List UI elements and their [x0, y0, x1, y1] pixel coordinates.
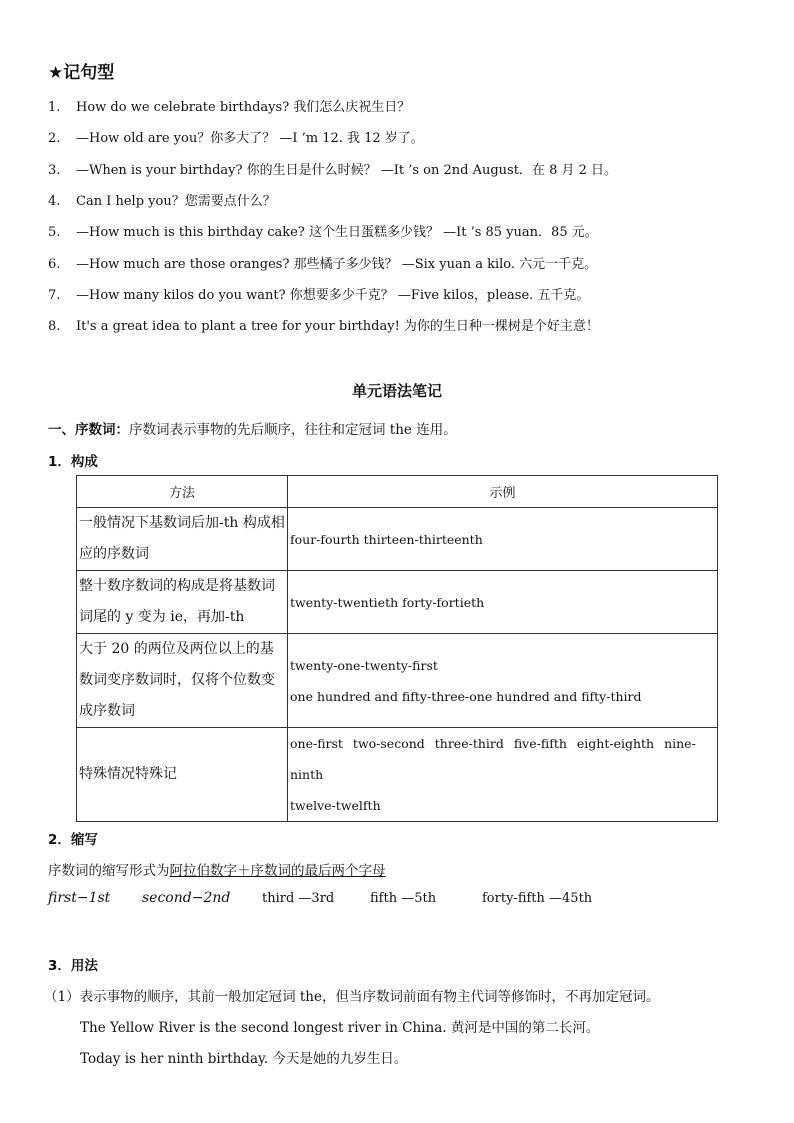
section-label: 一、序数词：: [48, 422, 129, 438]
abbr-example: fifth —5th: [370, 891, 437, 906]
sentence-item: [48, 159, 617, 178]
usage-example: Today is her ninth birthday. 今天是她的九岁生日。: [80, 1051, 408, 1067]
sentence-text: —When is your birthday? 你的生日是什么时候？ —It ’s on 2nd August．在 8 月 2 日。: [76, 163, 618, 178]
abbr-intro: 序数词的缩写形式为: [48, 863, 170, 879]
example-line: twelve-twelfth: [290, 798, 381, 813]
sentence-number: 3.: [48, 163, 61, 178]
abbr-example: second−2nd: [142, 890, 231, 906]
sentence-number: 2.: [48, 131, 61, 146]
sentence-text: —How many kilos do you want? 你想要多少千克？ —Five kilos，please. 五千克。: [76, 288, 590, 303]
ordinal-formation-table: [76, 475, 718, 822]
sentence-text: How do we celebrate birthdays? 我们怎么庆祝生日？: [76, 100, 411, 115]
method-cell: 特殊情况特殊记: [77, 728, 288, 822]
usage-example: The Yellow River is the second longest river in China. 黄河是中国的第二长河。: [80, 1020, 600, 1036]
abbr-rule-underlined: 阿拉伯数字＋序数词的最后两个字母: [169, 863, 386, 879]
table-row: [77, 571, 718, 634]
sentence-text: It's a great idea to plant a tree for your birthday! 为你的生日种一棵树是个好主意！: [76, 319, 599, 334]
abbr-example: third —3rd: [262, 891, 335, 906]
example-line: one hundred and fifty-three-one hundred and fifty-third: [290, 688, 642, 704]
example-cell: [288, 571, 718, 634]
table-header: 示例: [288, 476, 718, 508]
example-line: twenty-one-twenty-first: [290, 657, 438, 673]
sentence-item: [48, 253, 597, 272]
table-row: [77, 634, 718, 728]
sentence-text: —How old are you？你多大了？ —I ’m 12. 我 12 岁了。: [76, 131, 424, 146]
section-ordinal-intro: [48, 418, 457, 438]
subheading-usage: 3．用法: [48, 958, 98, 974]
abbr-example: first−1st: [48, 890, 111, 906]
example-cell: [288, 728, 718, 822]
sentence-text: —How much is this birthday cake? 这个生日蛋糕多少钱？ —It ’s 85 yuan．85 元。: [76, 225, 598, 240]
sentence-number: 7.: [48, 288, 61, 303]
method-cell: 整十数序数词的构成是将基数词词尾的 y 变为 ie，再加-th: [77, 571, 288, 634]
sentence-number: 8.: [48, 319, 61, 334]
sentence-item: [48, 96, 410, 115]
section-heading-phrases: ★记句型: [48, 63, 115, 83]
sentence-item: [48, 190, 276, 209]
example-line: twenty-twentieth forty-fortieth: [290, 594, 485, 610]
sentence-text: Can I help you？您需要点什么？: [76, 194, 276, 209]
example-line: four-fourth thirteen-thirteenth: [290, 531, 483, 547]
sentence-number: 4.: [48, 194, 61, 209]
sentence-number: 1.: [48, 100, 61, 115]
sentence-item: [48, 284, 589, 303]
method-cell: 大于 20 的两位及两位以上的基数词变序数词时，仅将个位数变成序数词: [77, 634, 288, 728]
table-header: 方法: [77, 476, 288, 508]
method-cell: 一般情况下基数词后加-th 构成相应的序数词: [77, 508, 288, 571]
section-text: 序数词表示事物的先后顺序，往往和定冠词 the 连用。: [129, 422, 457, 438]
table-header-row: [77, 476, 718, 508]
subheading-formation: 1．构成: [48, 454, 98, 470]
sentence-number: 5.: [48, 225, 61, 240]
sentence-item: [48, 315, 599, 334]
notes-title: 单元语法笔记: [351, 382, 442, 400]
usage-rule: （1）表示事物的顺序，其前一般加定冠词 the，但当序数词前面有物主代词等修饰时，不再加定冠词。: [44, 989, 660, 1005]
sentence-text: —How much are those oranges? 那些橘子多少钱？ —Six yuan a kilo. 六元一千克。: [76, 257, 598, 272]
example-line: one-first two-second three-third five-fifth eight-eighth nine-ninth: [290, 736, 696, 782]
sentence-item: [48, 221, 598, 240]
sentence-number: 6.: [48, 257, 61, 272]
example-cell: [288, 634, 718, 728]
example-cell: [288, 508, 718, 571]
abbreviation-rule: [48, 859, 386, 879]
subheading-abbreviation: 2．缩写: [48, 832, 98, 848]
table-row: [77, 508, 718, 571]
abbr-example: forty-fifth —45th: [482, 891, 593, 906]
sentence-item: [48, 127, 424, 146]
table-row: [77, 728, 718, 822]
